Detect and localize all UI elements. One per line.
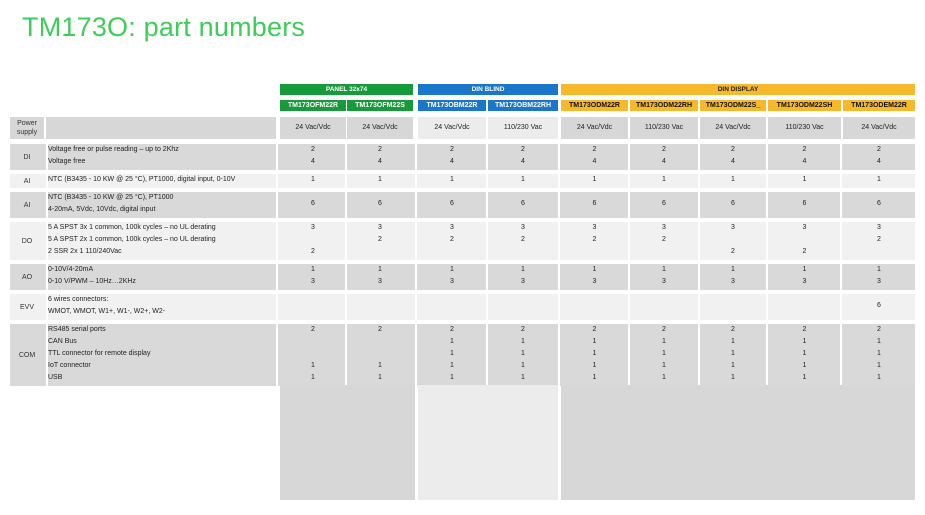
row-value: 2: [731, 326, 735, 333]
power-supply-value: 24 Vac/Vdc: [861, 124, 897, 131]
column-gap: [486, 294, 488, 320]
row-value: 2: [378, 236, 382, 243]
column-gap: [558, 174, 560, 188]
row-description-2: WMOT, WMOT, W1+, W1-, W2+, W2-: [48, 308, 166, 315]
row-value: 1: [802, 374, 807, 381]
power-supply-value: 110/230 Vac: [503, 124, 543, 131]
row-value: 1: [877, 362, 881, 369]
page-title: TM173O: part numbers: [22, 12, 306, 42]
row-value: 3: [450, 278, 454, 285]
column-gap: [415, 264, 417, 290]
row-value: 1: [521, 350, 525, 357]
row-value: 2: [731, 248, 735, 255]
row-value: 3: [877, 278, 881, 285]
row-value: 1: [378, 374, 382, 381]
row-value: 2: [877, 236, 881, 243]
row-value: 1: [731, 176, 735, 183]
row-value: 4: [311, 158, 315, 165]
column-gap: [415, 174, 417, 188]
row-value: 2: [802, 146, 807, 153]
row-value: 1: [731, 350, 735, 357]
column-gap: [345, 294, 347, 320]
column-gap: [558, 294, 560, 320]
column-gap: [415, 144, 417, 170]
row-value: 1: [877, 374, 881, 381]
row-value: 1: [662, 266, 666, 273]
row-description: 5 A SPST 2x 1 common, 100k cycles – no UL derating: [48, 236, 216, 243]
row-value: 1: [311, 362, 315, 369]
section-name: DO: [21, 237, 33, 245]
row-value: 1: [802, 266, 807, 273]
row-value: 3: [521, 278, 525, 285]
section-name: AO: [21, 273, 33, 281]
row-value: 1: [592, 176, 597, 183]
row-value: 2: [311, 326, 315, 333]
row-description: RS485 serial ports: [48, 326, 106, 333]
row-value: 2: [802, 326, 807, 333]
row-description: USB: [48, 374, 63, 381]
row-value: 2: [378, 326, 382, 333]
part-number-header: TM173OFM22S: [347, 100, 413, 111]
row-value: 4: [378, 158, 382, 165]
row-description: 6 wires connectors:: [48, 296, 109, 303]
group-header-panel: PANEL 32x74: [280, 84, 413, 95]
row-value: 1: [592, 374, 597, 381]
power-supply-value: 110/230 Vac: [785, 124, 824, 131]
row-value: 3: [450, 224, 454, 231]
row-value: 1: [450, 338, 454, 345]
row-value: 2: [877, 326, 881, 333]
section-name: AI: [23, 177, 31, 185]
row-value: 3: [662, 278, 666, 285]
row-value: 2: [450, 326, 454, 333]
group-header-blind: DIN BLIND: [418, 84, 558, 95]
row-value: 2: [521, 236, 525, 243]
row-value: 1: [662, 362, 666, 369]
row-value: 1: [378, 362, 382, 369]
row-value: 1: [662, 350, 666, 357]
row-value: 3: [521, 224, 525, 231]
row-value: 1: [662, 374, 666, 381]
column-gap: [276, 174, 278, 188]
part-number-header: TM173ODM22SH: [768, 100, 841, 111]
column-gap: [276, 144, 278, 170]
row-value: 1: [592, 362, 597, 369]
row-value: 3: [802, 224, 807, 231]
row-value: 2: [592, 236, 597, 243]
row-description-2: 4-20mA, 5Vdc, 10Vdc, digital input: [48, 206, 156, 213]
section-name: DI: [23, 153, 31, 161]
group-header-disp: DIN DISPLAY: [561, 84, 915, 95]
column-gap: [698, 294, 700, 320]
row-description: Voltage free or pulse reading – up to 2Khz: [48, 146, 179, 153]
row-value: 1: [662, 176, 666, 183]
power-supply-value: 24 Vac/Vdc: [576, 124, 613, 131]
row-value: 4: [450, 158, 454, 165]
column-gap: [558, 324, 560, 386]
row-value: 2: [592, 326, 597, 333]
row-value: 1: [450, 176, 454, 183]
row-value: 2: [378, 146, 382, 153]
row-value: 2: [311, 248, 315, 255]
row-value: 6: [877, 200, 881, 207]
row-value: 1: [731, 362, 735, 369]
column-gap: [415, 222, 417, 260]
row-value: 3: [802, 278, 807, 285]
row-value: 4: [662, 158, 666, 165]
row-value: 6: [311, 200, 315, 207]
column-gap: [558, 192, 560, 218]
row-description: IoT connector: [48, 362, 91, 369]
row-value: 6: [521, 200, 525, 207]
row-value: 1: [521, 176, 525, 183]
row-value: 1: [311, 374, 315, 381]
power-supply-value: 24 Vac/Vdc: [715, 124, 751, 131]
row-value: 2: [521, 326, 525, 333]
power-supply-label: Power supply: [16, 120, 38, 136]
row-value: 1: [521, 338, 525, 345]
part-number-header: TM173ODM22RH: [630, 100, 698, 111]
row-value: 1: [731, 266, 735, 273]
row-value: 4: [592, 158, 597, 165]
row-value: 1: [378, 176, 382, 183]
column-gap: [558, 264, 560, 290]
row-description: Voltage free: [48, 158, 86, 165]
column-gap: [415, 192, 417, 218]
column-gap: [628, 294, 630, 320]
row-value: 1: [592, 266, 597, 273]
empty-blind-block: [418, 385, 558, 500]
row-value: 1: [662, 338, 666, 345]
row-value: 1: [521, 374, 525, 381]
row-value: 3: [311, 224, 315, 231]
row-value: 6: [802, 200, 807, 207]
column-gap: [766, 294, 768, 320]
row-value: 6: [450, 200, 454, 207]
row-value: 1: [592, 338, 597, 345]
row-value: 4: [802, 158, 807, 165]
row-description: NTC (B3435 - 10 KW @ 25 °C), PT1000, digital input, 0-10V: [48, 176, 236, 183]
row-value: 1: [311, 266, 315, 273]
column-gap: [558, 144, 560, 170]
row-value: 1: [450, 374, 454, 381]
column-gap: [276, 264, 278, 290]
row-value: 1: [592, 350, 597, 357]
row-value: 4: [877, 158, 881, 165]
row-value: 1: [450, 266, 454, 273]
section-name: EVV: [19, 303, 34, 311]
row-value: 1: [450, 362, 454, 369]
row-value: 1: [731, 338, 735, 345]
row-value: 1: [450, 350, 454, 357]
row-value: 2: [662, 146, 666, 153]
row-value: 1: [802, 362, 807, 369]
column-gap: [276, 324, 278, 386]
row-value: 3: [877, 224, 881, 231]
section-name: COM: [18, 351, 36, 359]
row-value: 2: [450, 146, 454, 153]
empty-display-block: [561, 385, 915, 500]
power-supply-value: 24 Vac/Vdc: [295, 124, 331, 131]
row-value: 1: [877, 338, 881, 345]
row-value: 2: [662, 236, 666, 243]
row-value: 2: [521, 146, 525, 153]
row-value: 6: [877, 302, 881, 309]
row-value: 3: [662, 224, 666, 231]
row-value: 1: [877, 176, 881, 183]
row-value: 1: [521, 362, 525, 369]
column-gap: [276, 192, 278, 218]
column-gap: [415, 324, 417, 386]
row-value: 3: [592, 278, 597, 285]
row-value: 1: [378, 266, 382, 273]
row-value: 2: [662, 326, 666, 333]
row-value: 2: [592, 146, 597, 153]
power-supply-value: 110/230 Vac: [644, 124, 684, 131]
row-value: 2: [877, 146, 881, 153]
power-desc-bg: [46, 117, 276, 139]
row-value: 4: [731, 158, 735, 165]
row-value: 6: [592, 200, 597, 207]
row-value: 1: [802, 350, 807, 357]
row-value: 2: [802, 248, 807, 255]
row-description: 2 SSR 2x 1 110/240Vac: [48, 248, 122, 255]
section-band: [10, 294, 915, 320]
column-gap: [840, 294, 842, 320]
row-description: 5 A SPST 3x 1 common, 100k cycles – no UL derating: [48, 224, 216, 231]
part-number-header: TM173OBM22RH: [488, 100, 558, 111]
row-value: 1: [877, 350, 881, 357]
row-description: 0-10V/4-20mA: [48, 266, 94, 273]
row-value: 1: [802, 338, 807, 345]
column-gap: [276, 222, 278, 260]
power-supply-value: 24 Vac/Vdc: [362, 124, 398, 131]
part-number-header: TM173OFM22R: [280, 100, 346, 111]
row-value: 3: [378, 224, 382, 231]
row-value: 3: [311, 278, 315, 285]
part-number-header: TM173ODM22S_: [700, 100, 766, 111]
row-value: 1: [877, 266, 881, 273]
row-value: 1: [311, 176, 315, 183]
row-description: CAN Bus: [48, 338, 77, 345]
row-description: NTC (B3435 - 10 KW @ 25 °C), PT1000: [48, 194, 174, 201]
part-number-header: TM173ODM22R: [561, 100, 628, 111]
row-value: 6: [731, 200, 735, 207]
row-value: 3: [378, 278, 382, 285]
row-value: 3: [731, 224, 735, 231]
row-value: 3: [731, 278, 735, 285]
row-value: 6: [662, 200, 666, 207]
row-value: 2: [311, 146, 315, 153]
row-description: TTL connector for remote display: [48, 350, 151, 357]
row-value: 1: [731, 374, 735, 381]
power-supply-value: 24 Vac/Vdc: [434, 124, 470, 131]
row-description: 0-10 V/PWM – 10Hz…2KHz: [48, 278, 136, 285]
section-name: AI: [23, 201, 31, 209]
row-value: 4: [521, 158, 525, 165]
row-value: 2: [731, 146, 735, 153]
row-value: 1: [802, 176, 807, 183]
empty-panel-block: [280, 385, 415, 500]
row-value: 2: [450, 236, 454, 243]
column-gap: [415, 294, 417, 320]
part-number-header: TM173OBM22R: [418, 100, 486, 111]
part-number-header: TM173ODEM22R: [843, 100, 915, 111]
column-gap: [558, 222, 560, 260]
row-value: 1: [521, 266, 525, 273]
column-gap: [276, 294, 278, 320]
row-value: 6: [378, 200, 382, 207]
row-value: 3: [592, 224, 597, 231]
